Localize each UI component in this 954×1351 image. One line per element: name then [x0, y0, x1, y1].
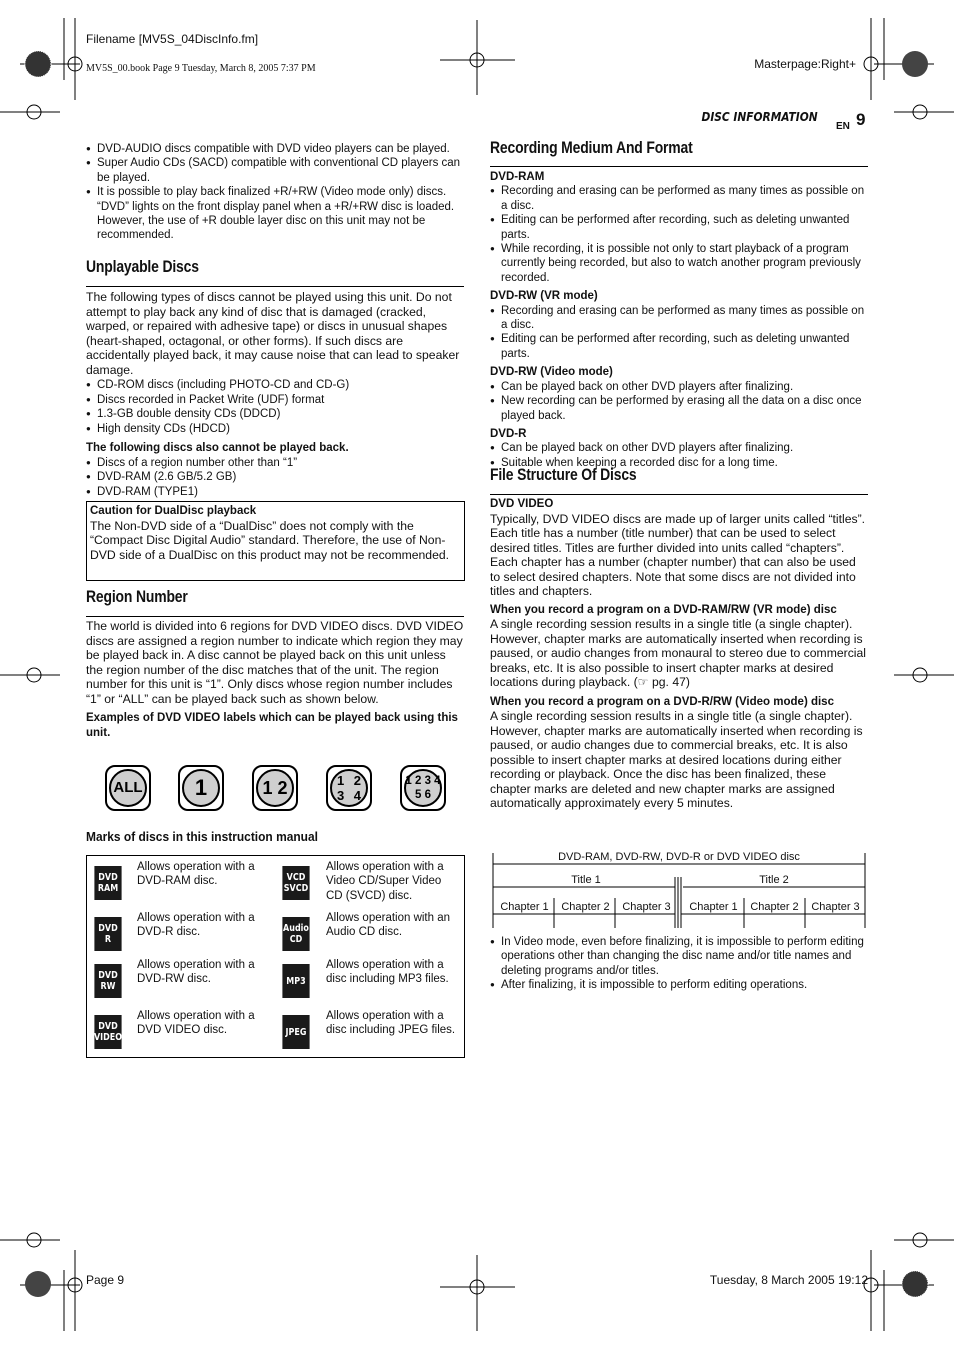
mark-description: Allows operation with a DVD VIDEO disc.: [137, 1010, 255, 1037]
list-item: ● Recording and erasing can be performed as many times as possible on a disc.: [490, 304, 868, 333]
diagram-chapter-label: Chapter 2: [750, 901, 799, 913]
diagram-chapter-label: Chapter 1: [689, 901, 738, 913]
dvd-ram-list: [490, 184, 868, 285]
caution-text: The Non-DVD side of a “DualDisc” does not comply with the “Compact Disc Digital Audio” standard. Therefore, the use of Non-DVD side of a DualDisc on this product may not be recommended.: [90, 518, 450, 562]
list-item: ● DVD-AUDIO discs compatible with DVD video players can be played.: [86, 142, 464, 156]
region-label-1-2-icon: 1 2: [252, 765, 298, 811]
unplayable-list: [86, 378, 466, 436]
diagram-chapter-label: Chapter 1: [500, 901, 549, 913]
dvd-video-mark-icon: DVD VIDEO: [94, 1015, 121, 1049]
list-item: ● DVD-RAM (TYPE1): [86, 485, 466, 500]
diagram-title-label: Title 2: [759, 874, 789, 886]
recording-heading: Recording Medium And Format: [490, 138, 693, 157]
print-filename: Filename [MV5S_04DiscInfo.fm]: [86, 32, 259, 46]
heading-rule: [490, 494, 868, 495]
list-item: ● CD-ROM discs (including PHOTO-CD and CD-G): [86, 378, 466, 393]
list-item: ● DVD-RAM (2.6 GB/5.2 GB): [86, 470, 466, 485]
vr-mode-paragraph: A single recording session results in a single title (a single chapter). However, chapter marks are automatically inserted when recording is paused, or audio changes from monaural to stereo due to commercial breaks, etc. It is also possible to insert chapter marks at desired locations during playback. (☞ pg. 47): [490, 617, 866, 689]
unplayable-heading: Unplayable Discs: [86, 257, 199, 276]
list-item: ● After finalizing, it is impossible to perform editing operations.: [490, 978, 868, 992]
list-item: ● New recording can be performed by erasing all the data on a disc once played back.: [490, 394, 868, 423]
caution-title: Caution for DualDisc playback: [90, 505, 257, 517]
list-item: ● Discs of a region number other than “1”: [86, 456, 466, 471]
diagram-chapter-label: Chapter 3: [622, 901, 671, 913]
audio-cd-mark-icon: Audio CD: [282, 917, 309, 951]
mark-description: Allows operation with a disc including JPEG files.: [326, 1010, 456, 1037]
intro-bullet-list: [86, 142, 464, 214]
file-structure-section: [490, 497, 868, 811]
dvd-rw-video-title: DVD-RW (Video mode): [490, 366, 613, 379]
running-head-lang: EN: [836, 121, 850, 132]
region-label-all-icon: ALL: [105, 765, 151, 811]
also-unplayable-list: [86, 456, 466, 500]
dvd-rw-vr-title: DVD-RW (VR mode): [490, 290, 598, 303]
print-footer-date: Tuesday, 8 March 2005 19:12: [709, 1273, 868, 1287]
diagram-disc-label: DVD-RAM, DVD-RW, DVD-R or DVD VIDEO disc: [558, 851, 800, 863]
page-number: 9: [856, 110, 866, 129]
mark-description: Allows operation with an Audio CD disc.: [326, 912, 451, 939]
list-item: ● Suitable when keeping a recorded disc for a long time.: [490, 456, 868, 470]
video-mode-paragraph: A single recording session results in a single title (a single chapter). However, chapter marks are automatically inserted when recording is paused, or audio changes due to commercial breaks, etc. It is also possible to insert chapter marks at desired locations during either recording or playback. Once the disc has been finalized, these chapter marks are deleted and new chapter marks are assigned automatically approximately every 5 minutes.: [490, 709, 863, 810]
diagram-chapter-label: Chapter 2: [561, 901, 610, 913]
print-footer-page: Page 9: [86, 1273, 125, 1287]
heading-rule: [86, 616, 464, 617]
region-section: [86, 619, 466, 740]
list-item: ● 1.3-GB double density CDs (DDCD): [86, 407, 466, 422]
list-item: ● Can be played back on other DVD players after finalizing.: [490, 441, 868, 455]
dvd-r-mark-icon: DVD R: [94, 917, 121, 951]
list-item: ● Recording and erasing can be performed as many times as possible on a disc.: [490, 184, 868, 213]
vr-mode-title: When you record a program on a DVD-RAM/RW (VR mode) disc: [490, 603, 837, 616]
unplayable-section: [86, 290, 466, 499]
dvd-ram-title: DVD-RAM: [490, 171, 545, 183]
dvd-ram-mark-icon: DVD RAM: [94, 866, 121, 900]
dvd-rw-mark-icon: DVD RW: [94, 964, 121, 998]
dvd-rw-video-list: [490, 380, 868, 423]
heading-rule: [490, 166, 868, 167]
list-item: ● Can be played back on other DVD players after finalizing.: [490, 380, 868, 394]
print-masterpage: Masterpage:Right+: [754, 57, 856, 71]
mp3-mark-icon: MP3: [282, 964, 309, 998]
region-label-1-icon: 1: [178, 765, 224, 811]
dvd-rw-vr-list: [490, 304, 868, 362]
mark-description: Allows operation with a DVD-R disc.: [137, 912, 255, 939]
file-structure-note-list: [490, 935, 868, 993]
heading-rule: [86, 286, 464, 287]
list-item: ● High density CDs (HDCD): [86, 422, 466, 437]
diagram-chapter-label: Chapter 3: [811, 901, 860, 913]
video-mode-title: When you record a program on a DVD-R/RW (Video mode) disc: [490, 695, 834, 708]
mark-description: Allows operation with a DVD-RAM disc.: [137, 861, 255, 888]
list-item: ● It is possible to play back finalized +R/+RW (Video mode only) discs. “DVD” lights on the front display panel when a +R/+RW disc is loaded.: [86, 185, 464, 214]
print-book-line: MV5S_00.book Page 9 Tuesday, March 8, 2005 7:37 PM: [86, 63, 316, 74]
diagram-title-label: Title 1: [571, 874, 601, 886]
mark-description: Allows operation with a disc including MP3 files.: [326, 959, 449, 986]
file-structure-notes: [490, 935, 868, 993]
list-item: ● In Video mode, even before finalizing, it is impossible to perform editing operations other than changing the disc name and/or title names and deleting programs and/or titles.: [490, 935, 868, 978]
region-examples-heading: Examples of DVD VIDEO labels which can be played back using this unit.: [86, 712, 458, 739]
vcd-svcd-mark-icon: VCD SVCD: [282, 866, 309, 900]
dvd-video-paragraph: Typically, DVD VIDEO discs are made up of larger units called “titles”. Each title has a number (title number) that can be used to select desired titles. Titles are further divided into units called “chapters”. Each chapter has a number (chapter number) that can also be used to select desired chapters. Note that some discs are not divided into titles and chapters.: [490, 511, 866, 598]
dvd-r-title: DVD-R: [490, 427, 527, 440]
mark-description: Allows operation with a Video CD/Super Video CD (SVCD) disc.: [326, 861, 444, 902]
intro-section: [86, 142, 464, 243]
region-label-1-to-6-icon: 1 2 3 4 5 6: [400, 765, 446, 811]
intro-note: However, the use of +R double layer disc on this unit may not be recommended.: [97, 215, 426, 242]
unplayable-paragraph: The following types of discs cannot be played using this unit. Do not attempt to play back any kind of disc that is damaged (cracked, warped, or repaired with adhesive tape) or discs in unusual shapes (heart-shaped, octagonal, or other forms). If such discs are accidentally played back, it may cause noise that can lead to speaker damage.: [86, 290, 460, 377]
mark-description: Allows operation with a DVD-RW disc.: [137, 959, 255, 986]
list-item: ● Editing can be performed after recording, such as deleting unwanted parts.: [490, 213, 868, 242]
list-item: ● While recording, it is possible not only to start playback of a program currently being recorded, but also to watch another program previously recorded.: [490, 242, 868, 285]
running-head-section: DISC INFORMATION: [701, 109, 818, 124]
jpeg-mark-icon: JPEG: [282, 1015, 309, 1049]
recording-section: [490, 170, 868, 470]
dvd-video-title: DVD VIDEO: [490, 498, 554, 510]
region-paragraph: The world is divided into 6 regions for DVD VIDEO discs. DVD VIDEO discs are assigned a region number to indicate which region they may be played back in. A disc cannot be played back on this unit unless the region number of the disc matches that of the unit. The region number for this unit is “1”. Only discs whose region number includes “1” or “ALL” can be played back such as shown below.: [86, 619, 464, 706]
list-item: ● Editing can be performed after recording, such as deleting unwanted parts.: [490, 332, 868, 361]
list-item: ● Discs recorded in Packet Write (UDF) format: [86, 393, 466, 408]
region-heading: Region Number: [86, 587, 188, 606]
caution-box: [86, 501, 465, 581]
file-structure-heading: File Structure Of Discs: [490, 465, 637, 484]
marks-heading: Marks of discs in this instruction manual: [86, 829, 318, 844]
list-item: ● Super Audio CDs (SACD) compatible with conventional CD players can be played.: [86, 156, 464, 185]
also-unplayable-heading: The following discs also cannot be played back.: [86, 442, 349, 454]
region-label-1-2-3-4-icon: 1 2 3 4: [326, 765, 372, 811]
